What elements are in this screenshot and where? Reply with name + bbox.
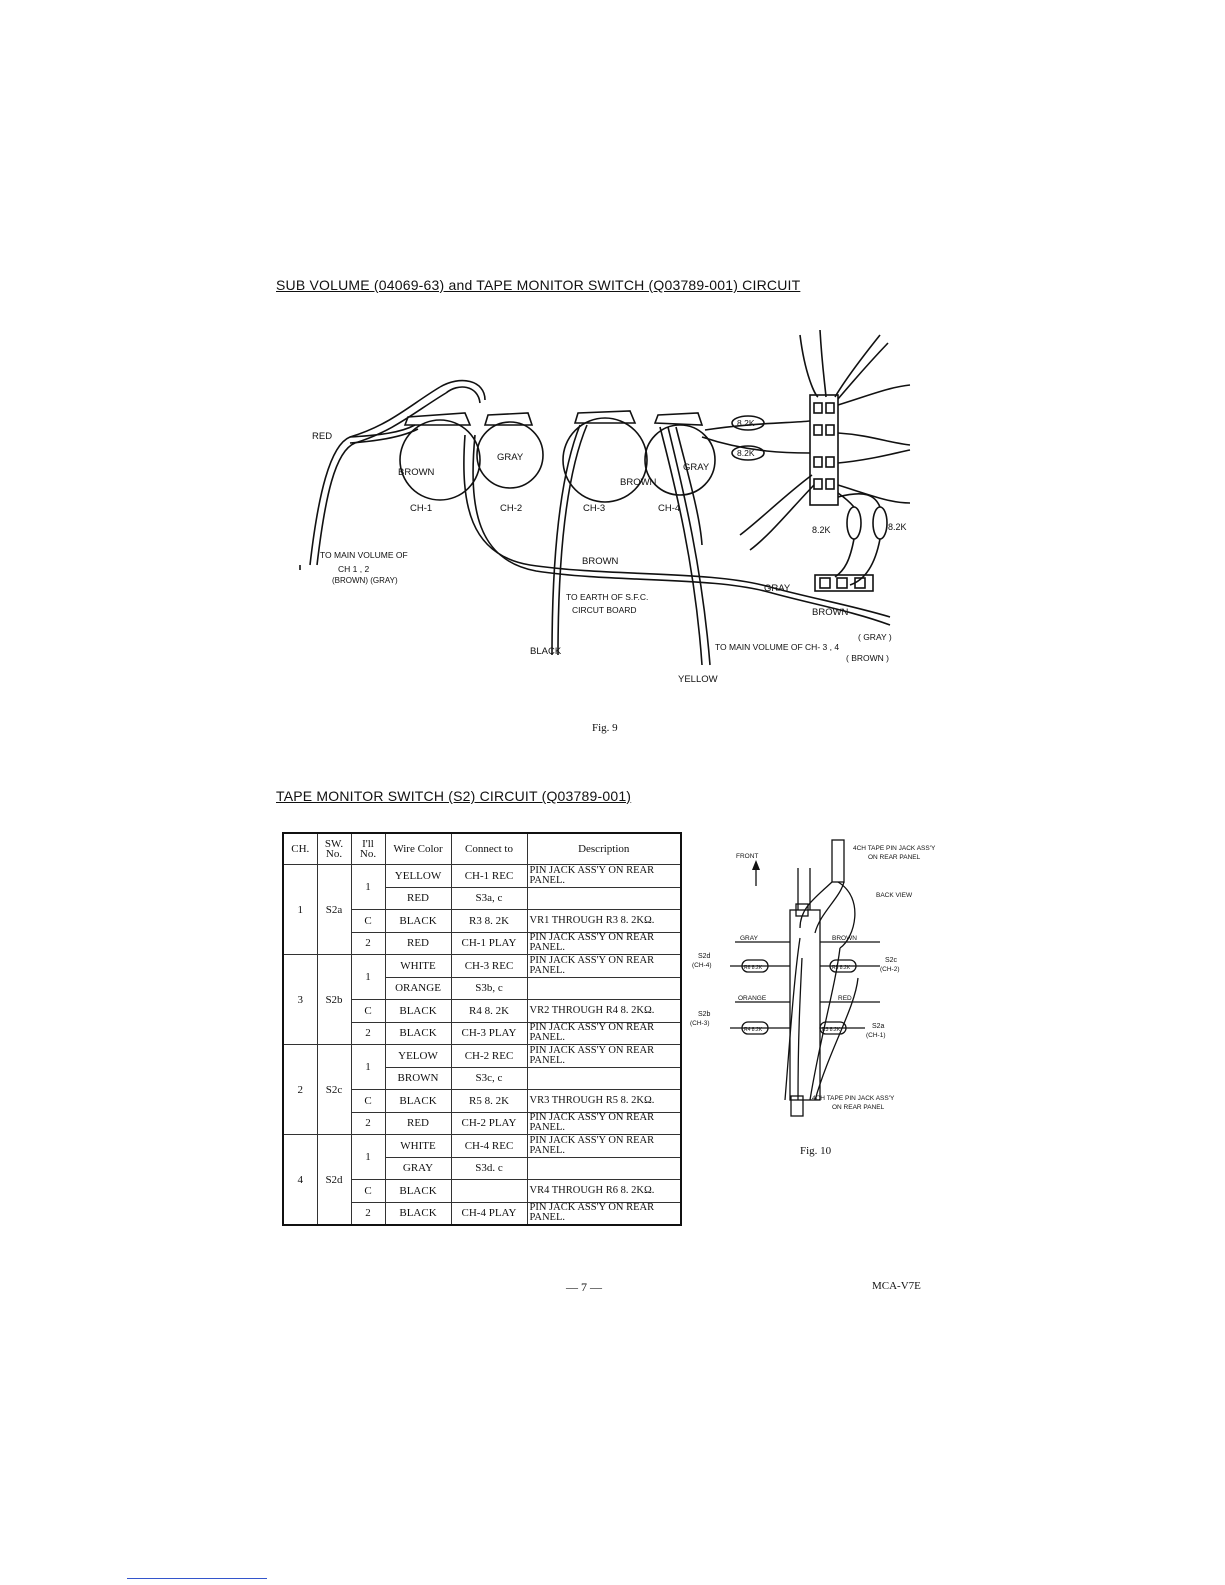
label-resistor-4: 8.2K	[888, 522, 907, 532]
cell-no: 2	[351, 1112, 385, 1135]
cell-ch: 1	[283, 865, 317, 955]
label-s2a-ch: (CH-1)	[866, 1032, 886, 1039]
cell-no: C	[351, 1090, 385, 1113]
label-bottom-jack-line2: ON REAR PANEL	[832, 1104, 885, 1111]
cell-color: BROWN	[385, 1067, 451, 1090]
label-resistor-3: 8.2K	[812, 525, 831, 535]
label-earth-line1: TO EARTH OF S.F.C.	[566, 592, 649, 602]
cell-color: GRAY	[385, 1157, 451, 1180]
figure-9-wiring-diagram	[290, 325, 915, 695]
label-s2b: S2b	[698, 1011, 711, 1018]
cell-color: BLACK	[385, 1202, 451, 1225]
label-s2b-ch: (CH-3)	[690, 1020, 710, 1027]
cell-connect: R4 8. 2K	[451, 1000, 527, 1023]
cell-sw: S2d	[317, 1135, 351, 1226]
cell-no: 1	[351, 1045, 385, 1090]
label-s2c-ch: (CH-2)	[880, 966, 900, 973]
cell-no: 2	[351, 932, 385, 955]
cell-no: C	[351, 1000, 385, 1023]
label-s2c: S2c	[885, 957, 898, 964]
cell-connect: CH-4 PLAY	[451, 1202, 527, 1225]
label-main-vol-34-gray: ( GRAY )	[858, 632, 892, 642]
cell-ch: 2	[283, 1045, 317, 1135]
table-header-row	[283, 833, 681, 865]
label-top-jack-line2: ON REAR PANEL	[868, 854, 921, 861]
label-r4: R4 8.2K	[744, 1027, 763, 1033]
cell-no: C	[351, 1180, 385, 1203]
col-header-connect-to: Connect to	[451, 833, 527, 865]
cell-no: 2	[351, 1022, 385, 1045]
cell-desc: PIN JACK ASS'Y ON REAR PANEL.	[527, 865, 681, 888]
figure-10-caption: Fig. 10	[800, 1145, 832, 1157]
col-header-description: Description	[527, 833, 681, 865]
cell-no: 1	[351, 1135, 385, 1180]
label-s2d: S2d	[698, 953, 711, 960]
section-title-tape-monitor: TAPE MONITOR SWITCH (S2) CIRCUIT (Q03789-001)	[276, 788, 632, 804]
cell-connect: CH-1 PLAY	[451, 932, 527, 955]
bottom-edge-line	[127, 1578, 267, 1579]
cell-desc: PIN JACK ASS'Y ON REAR PANEL.	[527, 1202, 681, 1225]
label-gray: GRAY	[740, 935, 758, 942]
cell-desc: PIN JACK ASS'Y ON REAR PANEL.	[527, 1022, 681, 1045]
label-r6: R6 8.2K	[744, 965, 763, 971]
cell-ch: 4	[283, 1135, 317, 1226]
cell-no: 1	[351, 955, 385, 1000]
col-header-ill-no: I'll No.	[351, 833, 385, 865]
label-earth-line2: CIRCUT BOARD	[572, 605, 637, 615]
label-gray-lower: GRAY	[764, 583, 791, 594]
cell-no: 1	[351, 865, 385, 910]
top-cable	[832, 840, 844, 882]
cell-desc: VR3 THROUGH R5 8. 2KΩ.	[527, 1090, 681, 1113]
cell-desc: PIN JACK ASS'Y ON REAR PANEL.	[527, 1135, 681, 1158]
label-ch4: CH-4	[658, 503, 681, 514]
col-header-wire-color: Wire Color	[385, 833, 451, 865]
cell-color: RED	[385, 932, 451, 955]
label-red: RED	[838, 995, 852, 1002]
cell-desc	[527, 1067, 681, 1090]
cell-color: ORANGE	[385, 977, 451, 1000]
label-main-vol-34-line: TO MAIN VOLUME OF CH- 3 , 4	[715, 642, 840, 652]
cell-color: BLACK	[385, 1090, 451, 1113]
table-row	[283, 865, 681, 888]
label-main-vol-12-line1: TO MAIN VOLUME OF	[320, 550, 408, 560]
label-top-jack-line1: 4CH TAPE PIN JACK ASS'Y	[853, 845, 936, 852]
label-ch3: CH-3	[583, 503, 606, 514]
section-title-sub-volume: SUB VOLUME (04069-63) and TAPE MONITOR SWITCH (Q03789-001) CIRCUIT	[276, 277, 801, 293]
label-front: FRONT	[736, 853, 759, 860]
cell-connect: CH-2 REC	[451, 1045, 527, 1068]
cell-color: BLACK	[385, 1022, 451, 1045]
cell-connect	[451, 1180, 527, 1203]
label-main-vol-12-line2: CH 1 , 2	[338, 564, 370, 574]
label-red: RED	[312, 431, 333, 442]
table-row	[283, 1135, 681, 1158]
cell-sw: S2b	[317, 955, 351, 1045]
cell-desc	[527, 977, 681, 1000]
label-back-view: BACK VIEW	[876, 892, 913, 899]
label-orange: ORANGE	[738, 995, 767, 1002]
cell-color: RED	[385, 887, 451, 910]
table-row	[283, 955, 681, 978]
figure-10-switch-back-view	[690, 838, 950, 1128]
label-ch2: CH-2	[500, 503, 523, 514]
cell-connect: S3d. c	[451, 1157, 527, 1180]
cell-color: WHITE	[385, 955, 451, 978]
page-number: — 7 —	[566, 1280, 602, 1294]
cell-desc: PIN JACK ASS'Y ON REAR PANEL.	[527, 955, 681, 978]
cell-connect: S3c, c	[451, 1067, 527, 1090]
cell-connect: CH-3 REC	[451, 955, 527, 978]
table-row	[283, 1045, 681, 1068]
label-main-vol-12-line3: (BROWN) (GRAY)	[332, 576, 398, 585]
cell-color: BLACK	[385, 1000, 451, 1023]
label-s2d-ch: (CH-4)	[692, 962, 712, 969]
cell-connect: CH-3 PLAY	[451, 1022, 527, 1045]
label-brown: BROWN	[832, 935, 857, 942]
model-number: MCA-V7E	[872, 1280, 921, 1292]
cell-no: C	[351, 910, 385, 933]
cell-desc: VR4 THROUGH R6 8. 2KΩ.	[527, 1180, 681, 1203]
cell-connect: S3b, c	[451, 977, 527, 1000]
cell-color: YELOW	[385, 1045, 451, 1068]
table-body	[283, 865, 681, 1226]
cell-no: 2	[351, 1202, 385, 1225]
label-gray-ch4: GRAY	[683, 462, 710, 473]
label-r3: R3 8.2K	[822, 1027, 841, 1033]
cell-sw: S2a	[317, 865, 351, 955]
bottom-cable	[791, 1096, 803, 1116]
cell-color: WHITE	[385, 1135, 451, 1158]
cell-color: BLACK	[385, 1180, 451, 1203]
cell-desc: PIN JACK ASS'Y ON REAR PANEL.	[527, 1112, 681, 1135]
label-brown-ch1: BROWN	[398, 467, 435, 478]
cell-connect: S3a, c	[451, 887, 527, 910]
cell-color: BLACK	[385, 910, 451, 933]
label-main-vol-34-brown: ( BROWN )	[846, 653, 889, 663]
label-brown-lower: BROWN	[812, 607, 849, 618]
label-yellow: YELLOW	[678, 674, 718, 685]
cell-connect: CH-2 PLAY	[451, 1112, 527, 1135]
label-black: BLACK	[530, 646, 562, 657]
cell-desc: VR2 THROUGH R4 8. 2KΩ.	[527, 1000, 681, 1023]
cell-desc	[527, 887, 681, 910]
cell-connect: CH-4 REC	[451, 1135, 527, 1158]
cell-connect: CH-1 REC	[451, 865, 527, 888]
label-resistor-1: 8.2K	[737, 418, 755, 428]
wiring-table	[282, 832, 682, 1226]
label-gray-ch2: GRAY	[497, 452, 524, 463]
label-r5: R5 8.2K	[832, 965, 851, 971]
cell-color: RED	[385, 1112, 451, 1135]
label-s2a: S2a	[872, 1023, 885, 1030]
label-brown-ch3: BROWN	[620, 477, 657, 488]
cell-sw: S2c	[317, 1045, 351, 1135]
label-bottom-jack-line1: 4CH TAPE PIN JACK ASS'Y	[812, 1095, 895, 1102]
label-resistor-2: 8.2K	[737, 448, 755, 458]
col-header-sw-no: SW. No.	[317, 833, 351, 865]
cell-color: YELLOW	[385, 865, 451, 888]
cell-desc: PIN JACK ASS'Y ON REAR PANEL.	[527, 932, 681, 955]
cell-desc: PIN JACK ASS'Y ON REAR PANEL.	[527, 1045, 681, 1068]
cell-desc	[527, 1157, 681, 1180]
cell-desc: VR1 THROUGH R3 8. 2KΩ.	[527, 910, 681, 933]
label-ch1: CH-1	[410, 503, 433, 514]
cell-connect: R3 8. 2K	[451, 910, 527, 933]
cell-ch: 3	[283, 955, 317, 1045]
label-brown-mid: BROWN	[582, 556, 619, 567]
figure-9-caption: Fig. 9	[592, 722, 618, 734]
col-header-ch: CH.	[283, 833, 317, 865]
cell-connect: R5 8. 2K	[451, 1090, 527, 1113]
